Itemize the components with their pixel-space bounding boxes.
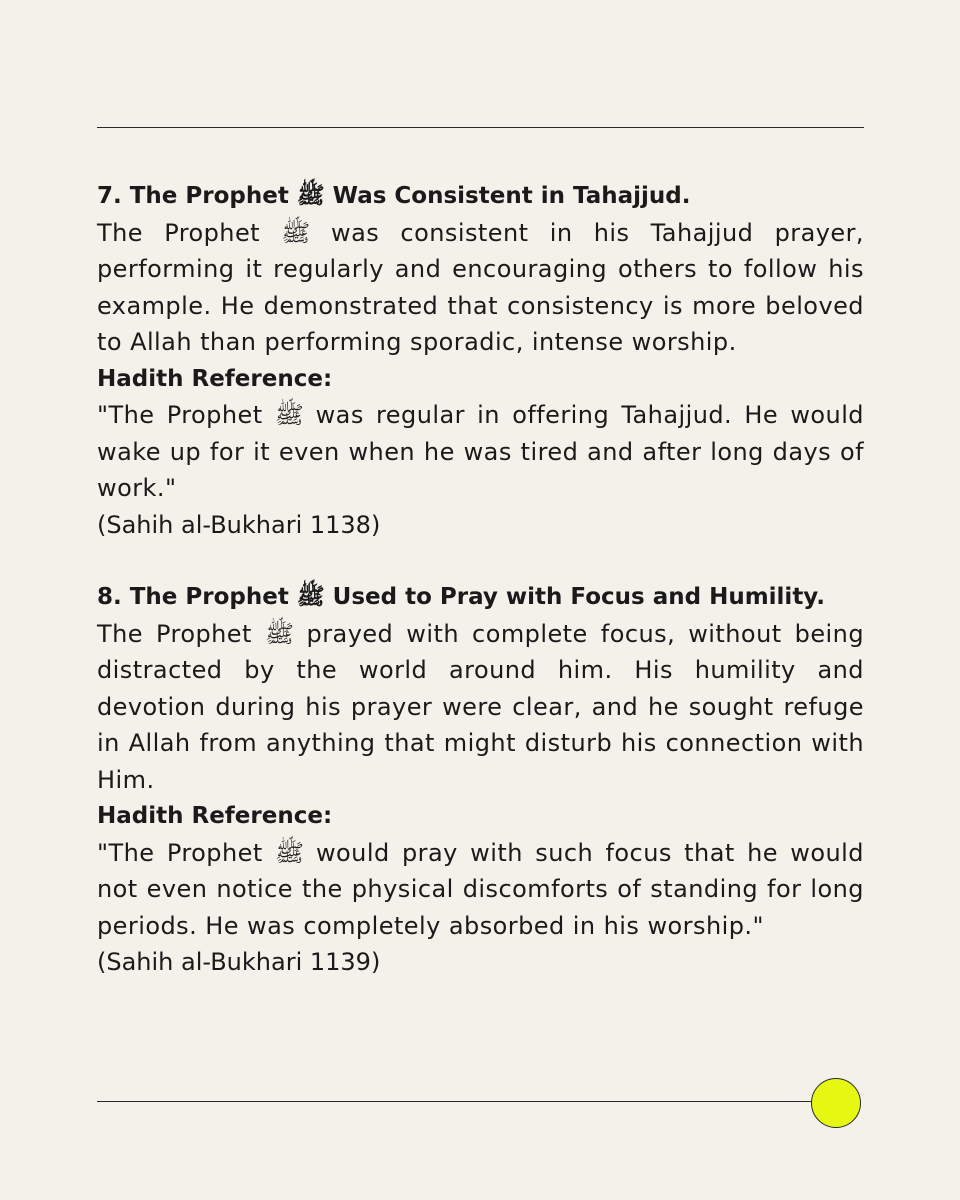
hadith-citation: (Sahih al-Bukhari 1138) (97, 510, 381, 539)
top-divider (97, 127, 864, 128)
section-8 (97, 579, 864, 981)
hadith-quote: "The Prophet ﷺ would pray with such focus that he would not even notice the physical discomforts of standing for long periods. He was completely absorbed in his worship." (97, 838, 864, 940)
section-body: The Prophet ﷺ prayed with complete focus, without being distracted by the world around him. His humility and devotion during his prayer were clear, and he sought refuge in Allah from anything that might disturb his connection with Him. (97, 619, 865, 794)
bottom-divider (97, 1101, 815, 1102)
section-7 (97, 178, 864, 543)
section-body: The Prophet ﷺ was consistent in his Tahajjud prayer, performing it regularly and encouraging others to follow his example. He demonstrated that consistency is more beloved to Allah than performing sporadic, intense worship. (97, 218, 864, 356)
accent-dot (811, 1078, 861, 1128)
hadith-reference-label: Hadith Reference: (97, 803, 333, 829)
article-content (97, 178, 864, 981)
hadith-reference-label: Hadith Reference: (97, 365, 333, 392)
section-title: 8. The Prophet ﷺ Used to Pray with Focus and Humility. (97, 584, 825, 610)
hadith-quote: "The Prophet ﷺ was regular in offering Tahajjud. He would wake up for it even when he was tired and after long days of work." (97, 401, 864, 502)
hadith-citation: (Sahih al-Bukhari 1139) (97, 948, 381, 976)
section-title: 7. The Prophet ﷺ Was Consistent in Tahajjud. (97, 183, 691, 209)
